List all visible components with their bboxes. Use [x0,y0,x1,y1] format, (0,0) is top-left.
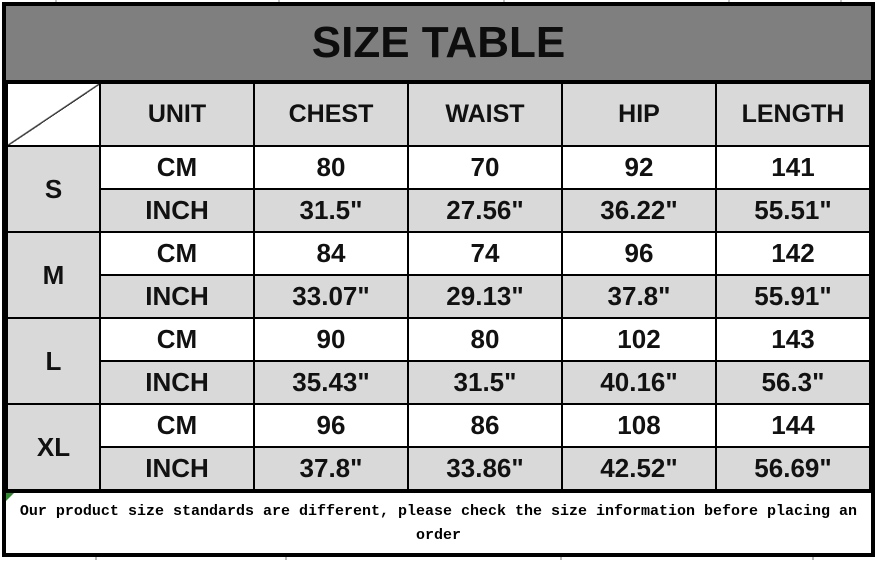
value-cell: 55.51" [716,189,870,232]
size-note [6,491,871,553]
cell-comment-indicator-icon [6,493,14,501]
value-cell: 86 [408,404,562,447]
value-cell: 36.22" [562,189,716,232]
unit-label-inch: INCH [100,361,254,404]
column-header-length: LENGTH [716,83,870,146]
value-cell: 143 [716,318,870,361]
value-cell: 92 [562,146,716,189]
value-cell: 42.52" [562,447,716,490]
value-cell: 70 [408,146,562,189]
unit-label-cm: CM [100,146,254,189]
size-note-text: Our product size standards are different, please check the size information before placing an order [19,503,858,544]
column-header-waist: WAIST [408,83,562,146]
table-row [7,404,870,447]
unit-label-cm: CM [100,318,254,361]
unit-label-inch: INCH [100,275,254,318]
table-row [7,447,870,490]
size-label-m: M [7,232,100,318]
size-label-xl: XL [7,404,100,490]
value-cell: 37.8" [254,447,408,490]
column-header-unit: UNIT [100,83,254,146]
value-cell: 40.16" [562,361,716,404]
value-cell: 37.8" [562,275,716,318]
value-cell: 142 [716,232,870,275]
value-cell: 141 [716,146,870,189]
header-row [7,83,870,146]
size-label-l: L [7,318,100,404]
table-title: SIZE TABLE [6,6,871,82]
value-cell: 55.91" [716,275,870,318]
value-cell: 56.69" [716,447,870,490]
unit-label-cm: CM [100,404,254,447]
column-header-hip: HIP [562,83,716,146]
value-cell: 80 [408,318,562,361]
unit-label-inch: INCH [100,189,254,232]
value-cell: 31.5" [254,189,408,232]
value-cell: 33.86" [408,447,562,490]
value-cell: 80 [254,146,408,189]
table-row [7,361,870,404]
value-cell: 27.56" [408,189,562,232]
value-cell: 35.43" [254,361,408,404]
table-row [7,275,870,318]
value-cell: 84 [254,232,408,275]
size-label-s: S [7,146,100,232]
table-row [7,146,870,189]
size-table-frame [2,2,875,557]
value-cell: 56.3" [716,361,870,404]
value-cell: 108 [562,404,716,447]
value-cell: 144 [716,404,870,447]
table-row [7,232,870,275]
value-cell: 31.5" [408,361,562,404]
value-cell: 102 [562,318,716,361]
unit-label-cm: CM [100,232,254,275]
unit-label-inch: INCH [100,447,254,490]
size-table [6,82,871,491]
value-cell: 96 [254,404,408,447]
value-cell: 74 [408,232,562,275]
value-cell: 33.07" [254,275,408,318]
column-header-chest: CHEST [254,83,408,146]
value-cell: 29.13" [408,275,562,318]
table-row [7,189,870,232]
table-row [7,318,870,361]
gridline-ticks-bottom [0,557,877,561]
value-cell: 90 [254,318,408,361]
value-cell: 96 [562,232,716,275]
diagonal-divider-cell [7,83,100,146]
